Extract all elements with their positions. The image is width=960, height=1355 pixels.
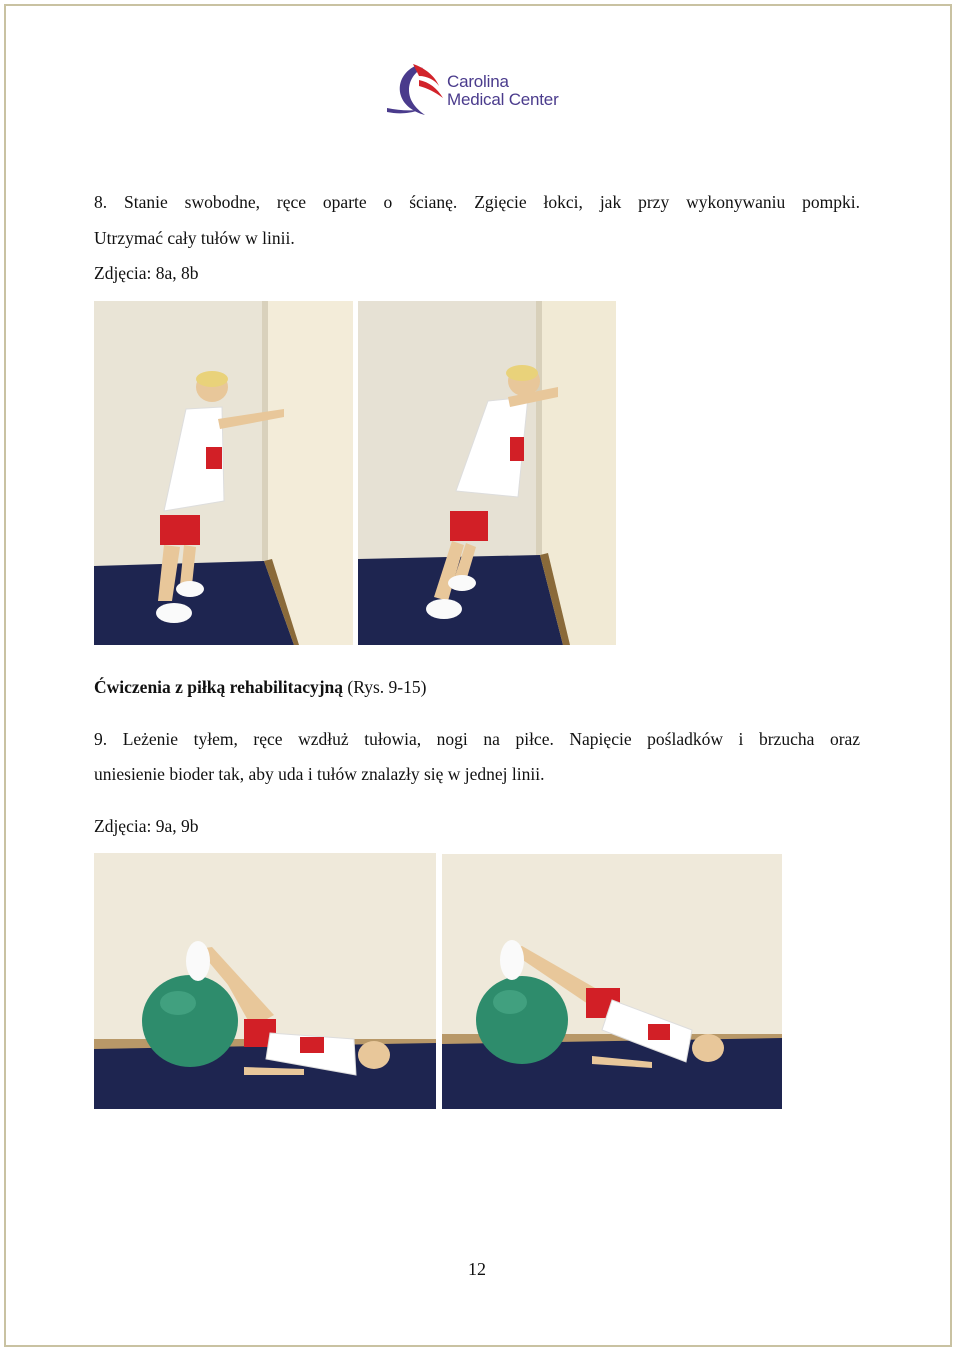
exercise8-photos-caption: Zdjęcia: 8a, 8b: [94, 263, 199, 283]
word: Leżenie: [122, 729, 179, 749]
word: brzucha: [758, 729, 815, 749]
word: pośladków: [647, 729, 723, 749]
exercise9-line1: [94, 728, 860, 750]
word: ręce: [276, 192, 307, 212]
word: 8.: [94, 192, 108, 212]
word: wykonywaniu: [686, 192, 786, 212]
word: tułowia,: [364, 729, 422, 749]
word: jak: [599, 192, 622, 212]
word: ręce: [253, 729, 283, 749]
word: pompki.: [802, 192, 860, 212]
exercise8-line2: Utrzymać cały tułów w linii.: [94, 228, 295, 248]
word: oparte: [322, 192, 367, 212]
word: Stanie: [124, 192, 168, 212]
word: przy: [638, 192, 670, 212]
exercise9-photos-caption: Zdjęcia: 9a, 9b: [94, 816, 199, 836]
exercise8-line1: [94, 191, 860, 213]
word: piłce.: [515, 729, 554, 749]
section-heading-bold: Ćwiczenia z piłką rehabilitacyjną: [94, 677, 344, 697]
logo-swoosh-icon: [385, 62, 447, 120]
word: i: [738, 729, 744, 749]
word: na: [483, 729, 500, 749]
carolina-medical-center-logo: [385, 62, 585, 120]
photo-9a: [94, 853, 436, 1109]
word: swobodne,: [184, 192, 260, 212]
word: Zgięcie: [474, 192, 527, 212]
section-heading: [94, 676, 426, 698]
word: tyłem,: [193, 729, 238, 749]
word: oraz: [829, 729, 861, 749]
word: 9.: [94, 729, 108, 749]
photo-9b: [442, 854, 782, 1109]
logo-text-line1: Carolina: [447, 72, 509, 91]
section-heading-ref: (Rys. 9-15): [343, 677, 427, 697]
word: ścianę.: [409, 192, 458, 212]
photo-8b: [358, 301, 616, 645]
exercise9-line2: uniesienie bioder tak, aby uda i tułów znalazły się w jednej linii.: [94, 764, 545, 784]
page-number: 12: [468, 1259, 486, 1279]
word: Napięcie: [569, 729, 632, 749]
word: o: [383, 192, 393, 212]
word: wzdłuż: [298, 729, 349, 749]
word: łokci,: [543, 192, 583, 212]
photo-8a: [94, 301, 353, 645]
logo-text-line2: Medical Center: [447, 90, 559, 109]
word: nogi: [436, 729, 468, 749]
